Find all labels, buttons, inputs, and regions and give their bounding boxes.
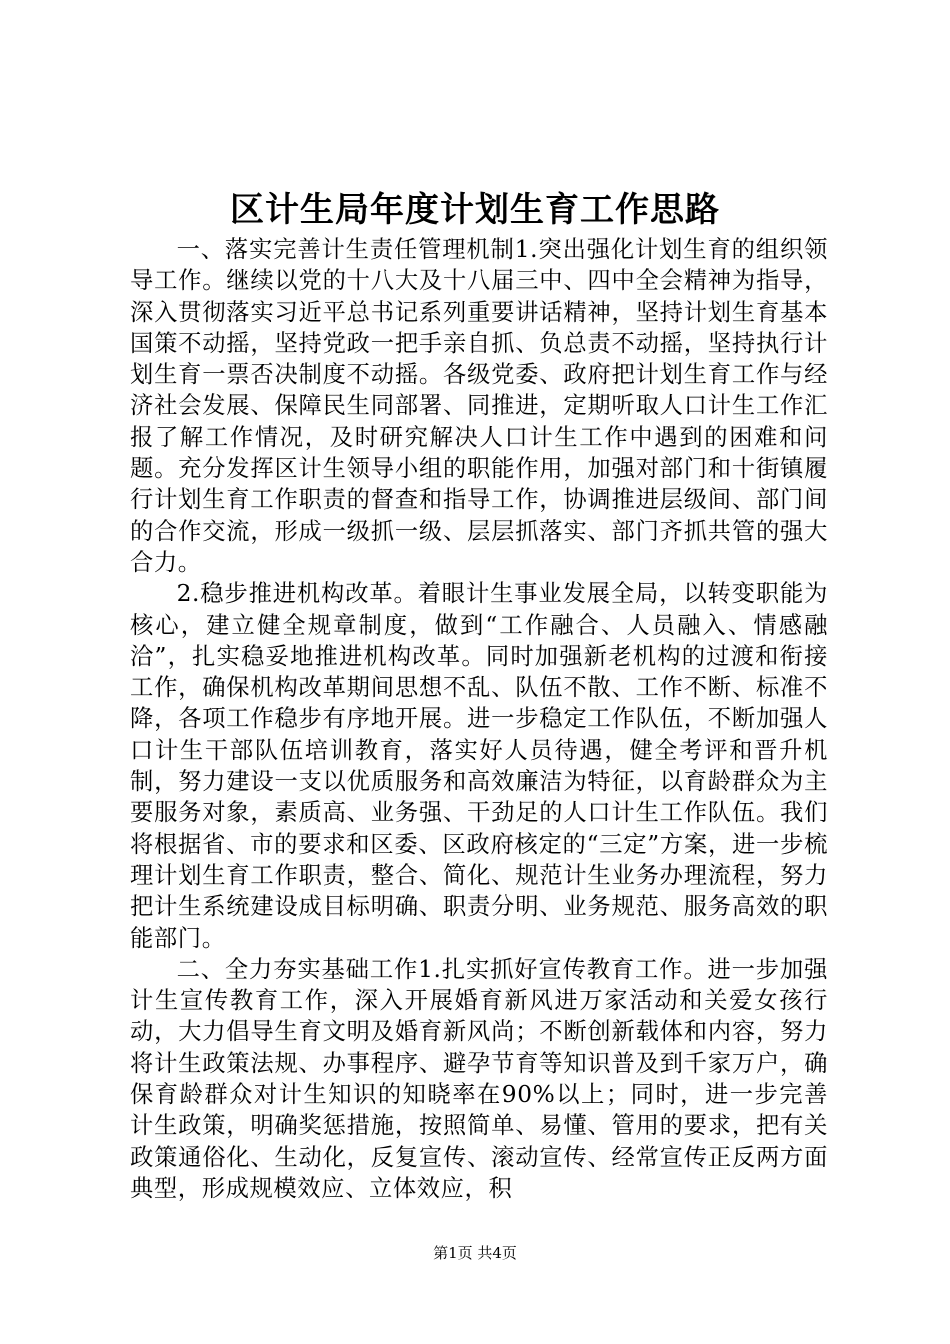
document-title: 区计生局年度计划生育工作思路 [230, 190, 720, 230]
page-number-footer: 第1页 共4页 [433, 1244, 517, 1262]
paragraph-2: 2.稳步推进机构改革。着眼计生事业发展全局，以转变职能为核心，建立健全规章制度，做到“工作融合、人员融入、情感融洽”，扎实稳妥地推进机构改革。同时加强新老机构的过渡和衔接工作，确保机构改革期间思想不乱、队伍不散、工作不断、标准不降，各项工作稳步有序地开展。进一步稳定工作队伍，不断加强人口计生干部队伍培训教育，落实好人员待遇，健全考评和晋升机制，努力建设一支以优质服务和高效廉洁为特征，以育龄群众为主要服务对象，素质高、业务强、干劲足的人口计生工作队伍。我们将根据省、市的要求和区委、区政府核定的“三定”方案，进一步梳理计划生育工作职责，整合、简化、规范计生业务办理流程，努力把计生系统建设成目标明确、职责分明、业务规范、服务高效的职能部门。 [130, 580, 828, 952]
paragraph-3: 二、全力夯实基础工作1.扎实抓好宣传教育工作。进一步加强计生宣传教育工作，深入开展婚育新风进万家活动和关爱女孩行动，大力倡导生育文明及婚育新风尚；不断创新载体和内容，努力将计生政策法规、办事程序、避孕节育等知识普及到千家万户，确保育龄群众对计生知识的知晓率在90%以上；同时，进一步完善计生政策，明确奖惩措施，按照简单、易懂、管用的要求，把有关政策通俗化、生动化，反复宣传、滚动宣传、经常宣传正反两方面典型，形成规模效应、立体效应，积 [130, 955, 828, 1202]
document-body [130, 234, 828, 1204]
paragraph-1: 一、落实完善计生责任管理机制1.突出强化计划生育的组织领导工作。继续以党的十八大及十八届三中、四中全会精神为指导，深入贯彻落实习近平总书记系列重要讲话精神，坚持计划生育基本国策不动摇，坚持党政一把手亲自抓、负总责不动摇，坚持执行计划生育一票否决制度不动摇。各级党委、政府把计划生育工作与经济社会发展、保障民生同部署、同推进，定期听取人口计生工作汇报了解工作情况，及时研究解决人口计生工作中遇到的困难和问题。充分发挥区计生领导小组的职能作用，加强对部门和十街镇履行计划生育工作职责的督查和指导工作，协调推进层级间、部门间的合作交流，形成一级抓一级、层层抓落实、部门齐抓共管的强大合力。 [130, 236, 828, 576]
